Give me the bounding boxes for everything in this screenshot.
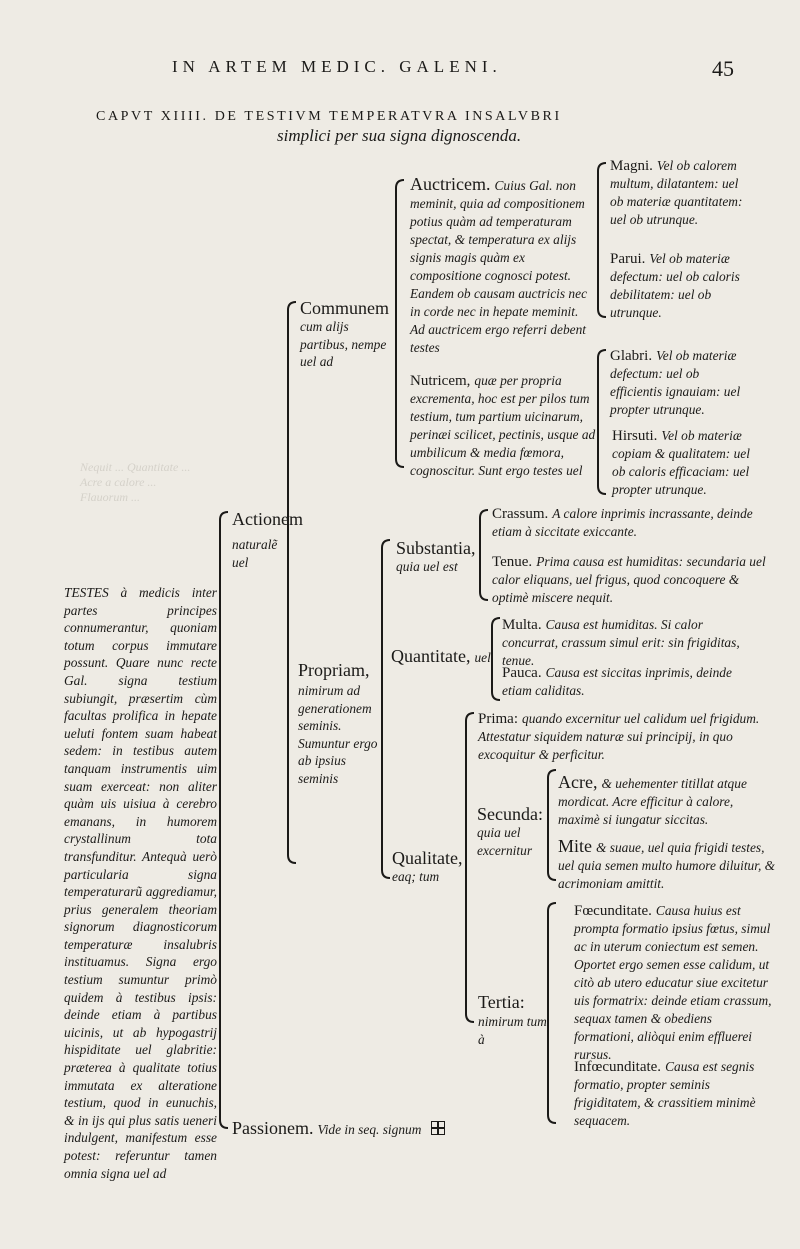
parui-text: Vel ob materiæ defectum: uel ob caloris debilitatem: uel ob utrunque. bbox=[610, 251, 740, 320]
tenue-title: Tenue. bbox=[492, 554, 533, 570]
pauca-title: Pauca. bbox=[502, 665, 542, 681]
intro-paragraph: TESTES à medicis inter partes principes connumerantur, quoniam totum corpus immutare possunt. Quare nunc recte Gal. signa testium subiungit, præsertim cùm facultas prolifica in hepate ueluti fontem suam habeat sedem: in testibus autem tanquam instrumentis uim suam exerceat: non aliter quàm uis uisiua à cerebro emanans, in humorem crystallinum tota transfunditur. Antequà uerò particularia signa temperaturarũ aggrediamur, prius generalem theoriam signorum diagnosticorum temperaturæ insalubris instituamus. Signa ergo testium sumuntur primò quidem à testibus ipsis: deinde etiam à partibus uicinis, ut ab hypogastrij hispiditate uel glabritie: præterea à qualitate totius immutata ex alteratione testium, quod in eunuchis, & in ijs qui plus satis ueneri indulgent, manifestum esse potest: referuntur tamen omnia signa uel ad bbox=[64, 585, 217, 1181]
nutricem-title: Nutricem, bbox=[410, 373, 471, 389]
page-number: 45 bbox=[712, 56, 734, 81]
node-actionem-sub: naturalẽ uel bbox=[232, 537, 278, 570]
node-quantitate bbox=[391, 646, 491, 667]
node-substantia: Substantia, bbox=[396, 538, 476, 558]
node-secunda: Secunda: bbox=[477, 804, 543, 824]
quantitate-sub: uel bbox=[474, 650, 491, 665]
prima-title: Prima: bbox=[478, 711, 518, 727]
foecunditate-text: Causa huius est prompta formatio ipsius fœtus, simul ac in uterum coniectum est semen. Oportet ergo semen esse calidum, ut citò ab utero educatur siue excitetur uis formatrix: deinde etiam crassum, sequax tamen & obediens formationi, aliòqui enim effluerei rursus. bbox=[574, 903, 772, 1062]
node-nutricem bbox=[410, 372, 596, 480]
node-infoecunditate bbox=[574, 1058, 774, 1130]
node-auctricem bbox=[410, 174, 596, 357]
nutricem-text: quæ per propria excrementa, hoc est per pilos tum testium, tum partium uicinarum, perinæi scilicet, pectinis, usque ad umbilicum & media fœmora, cognoscitur. Sunt ergo testes uel bbox=[410, 373, 596, 478]
magni-text: Vel ob calorem multum, dilatantem: uel ob materiæ quantitatem: uel ob utrunque. bbox=[610, 158, 743, 227]
tertia-title: Tertia: bbox=[478, 992, 525, 1012]
node-foecunditate bbox=[574, 902, 774, 1064]
node-acre bbox=[558, 772, 776, 829]
mite-title: Mite bbox=[558, 836, 592, 856]
node-mite bbox=[558, 836, 776, 893]
hirsuti-title: Hirsuti. bbox=[612, 428, 658, 444]
node-substantia-sub: quia uel est bbox=[396, 559, 458, 574]
glabri-text: Vel ob materiæ defectum: uel ob efficientis ignauiam: uel propter utrunque. bbox=[610, 348, 741, 417]
node-tenue bbox=[492, 553, 776, 607]
node-pauca bbox=[502, 664, 752, 700]
parui-title: Parui. bbox=[610, 251, 646, 267]
node-propriam: Propriam, bbox=[298, 660, 370, 680]
node-prima bbox=[478, 710, 778, 764]
foecunditate-title: Fœcunditate. bbox=[574, 903, 652, 919]
multa-title: Multa. bbox=[502, 617, 542, 633]
acre-title: Acre, bbox=[558, 772, 598, 792]
crassum-text: A calore inprimis incrassante, deinde etiam à siccitate exiccante. bbox=[492, 506, 753, 539]
node-qualitate: Qualitate, bbox=[392, 848, 463, 868]
node-actionem: Actionem bbox=[232, 509, 303, 529]
node-qualitate-sub: eaq; tum bbox=[392, 869, 440, 884]
tertia-sub: nimirum tum à bbox=[478, 1014, 547, 1047]
node-magni bbox=[610, 157, 750, 229]
acre-text: & uehementer titillat atque mordicat. Acre efficitur à calore, maximè si iungatur siccitas. bbox=[558, 776, 747, 827]
reference-mark-icon bbox=[431, 1121, 445, 1135]
auctricem-title: Auctricem. bbox=[410, 174, 491, 194]
chapter-subheading: simplici per sua signa dignoscenda. bbox=[277, 126, 522, 145]
multa-text: Causa est humiditas. Si calor concurrat, crassum simul erit: sin frigiditas, tenue. bbox=[502, 617, 740, 668]
magni-title: Magni. bbox=[610, 158, 653, 174]
node-hirsuti bbox=[612, 427, 752, 499]
hirsuti-text: Vel ob materiæ copiam & qualitatem: uel ob caloris efficaciam: uel propter utrunque. bbox=[612, 428, 750, 497]
node-glabri bbox=[610, 347, 750, 419]
infoecunditate-text: Causa est segnis formatio, propter seminis frigiditatem, & crassitiem minimè sequacem. bbox=[574, 1059, 756, 1128]
node-propriam-text: nimirum ad generationem seminis. Sumuntur ergo ab ipsius seminis bbox=[298, 683, 378, 786]
mite-text: & suaue, uel quia frigidi testes, uel quia semen multo humore diluitur, & acrimoniam amittit. bbox=[558, 840, 776, 891]
node-communem: Communem bbox=[300, 298, 389, 318]
crassum-title: Crassum. bbox=[492, 506, 549, 522]
auctricem-text: Cuius Gal. non meminit, quia ad compositionem potius quàm ad temperaturam spectat, & temperatura ex alijs signis magis quàm ex compositione cognosci potest. Eandem ob causam auctricis nec in corde nec in hepate meminit. Ad auctricem ergo referri debent testes bbox=[410, 178, 588, 355]
prima-text: quando excernitur uel calidum uel frigidum. Attestatur siquidem naturæ sui principij, in quo excoquitur & perficitur. bbox=[478, 711, 760, 762]
node-multa bbox=[502, 616, 752, 670]
node-tertia bbox=[478, 992, 548, 1049]
quantitate-title: Quantitate, bbox=[391, 646, 471, 666]
node-communem-sub: cum alijs partibus, nempe uel ad bbox=[300, 319, 387, 370]
node-passionem bbox=[232, 1118, 445, 1139]
passionem-title: Passionem. bbox=[232, 1118, 314, 1138]
pauca-text: Causa est siccitas inprimis, deinde etiam caliditas. bbox=[502, 665, 732, 698]
glabri-title: Glabri. bbox=[610, 348, 653, 364]
bleed-through-text: Nequit ... Quantitate ... Acre a calore ... Flauorum ... bbox=[80, 460, 191, 504]
node-secunda-sub: quia uel excernitur bbox=[477, 825, 533, 858]
passionem-text: Vide in seq. signum bbox=[317, 1122, 422, 1137]
running-title: IN ARTEM MEDIC. GALENI. bbox=[172, 57, 502, 76]
tenue-text: Prima causa est humiditas: secundaria uel calor eliquans, uel frigus, quod concoquere & optimè miscere nequit. bbox=[492, 554, 766, 605]
chapter-heading: CAPVT XIIII. DE TESTIVM TEMPERATVRA INSALVBRI bbox=[96, 109, 562, 124]
node-crassum bbox=[492, 505, 776, 541]
node-parui bbox=[610, 250, 750, 322]
infoecunditate-title: Infœcunditate. bbox=[574, 1059, 662, 1075]
